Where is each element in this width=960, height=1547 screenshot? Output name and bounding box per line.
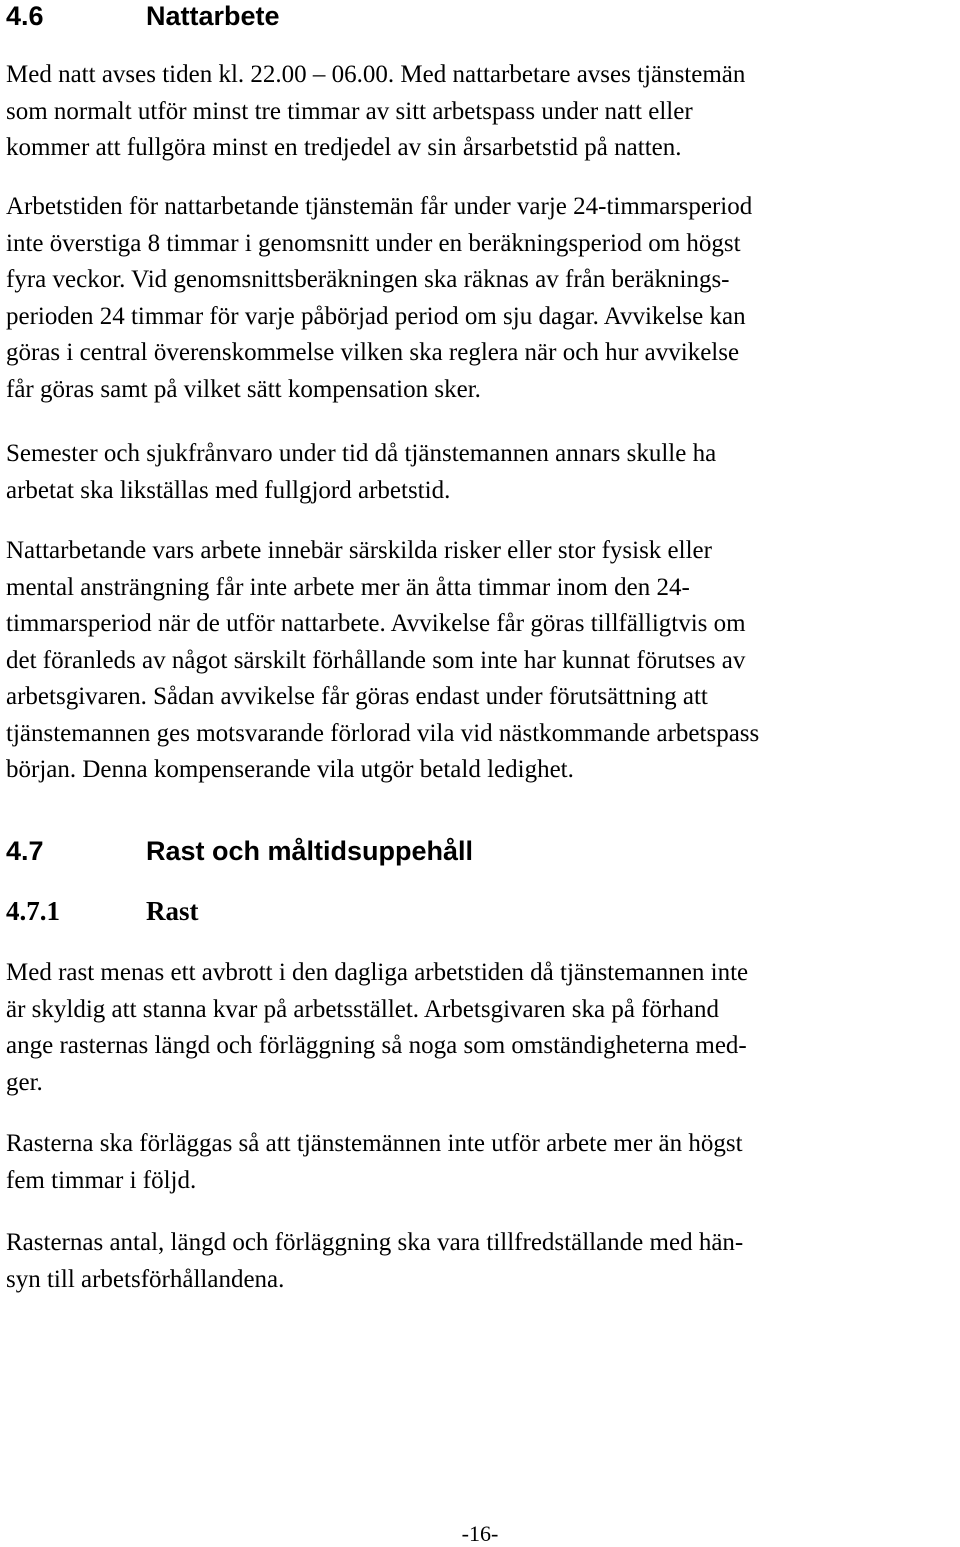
section-title: Nattarbete [146,1,280,31]
text-line: början. Denna kompenserande vila utgör betald ledighet. [6,756,574,783]
paragraph-vacation-sick-leave [6,436,716,509]
paragraph-break-count [6,1225,743,1298]
text-line: Semester och sjukfrånvaro under tid då tjänstemannen annars skulle ha [6,440,717,467]
paragraph-night-definition [6,57,745,167]
text-line: perioden 24 timmar för varje påbörjad period om sju dagar. Avvikelse kan [6,302,746,330]
text-line: timmarsperiod när de utför nattarbete. Avvikelse får göras tillfälligtvis om [6,610,746,637]
text-line: fyra veckor. Vid genomsnittsberäkningen ska räknas av från beräknings- [6,266,730,293]
text-line: arbetat ska likställas med fullgjord arbetstid. [6,476,451,504]
text-line: får göras samt på vilket sätt kompensation sker. [6,375,481,403]
section-number: 4.6 [6,1,44,31]
text-line: ger. [6,1068,43,1096]
paragraph-break-definition [6,955,748,1101]
text-line: Med natt avses tiden kl. 22.00 – 06.00. Med nattarbetare avses tjänstemän [6,61,746,88]
text-line: det föranleds av något särskilt förhållande som inte har kunnat förutses av [6,646,746,674]
page-number: -16- [461,1521,499,1546]
section-title: Rast och måltidsuppehåll [146,836,474,866]
text-line: syn till arbetsförhållandena. [6,1265,285,1293]
section-number: 4.7.1 [6,896,60,926]
text-line: kommer att fullgöra minst en tredjedel av sin årsarbetstid på natten. [6,134,682,161]
text-line: Nattarbetande vars arbete innebär särskilda risker eller stor fysisk eller [6,537,712,564]
text-line: tjänstemannen ges motsvarande förlorad vila vid nästkommande arbetspass [6,719,760,747]
text-line: Rasternas antal, längd och förläggning ska vara tillfredställande med hän- [6,1229,744,1256]
text-line: göras i central överenskommelse vilken ska reglera när och hur avvikelse [6,339,740,366]
text-line: mental ansträngning får inte arbete mer än åtta timmar inom den 24- [6,573,690,601]
text-line: som normalt utför minst tre timmar av sitt arbetspass under natt eller [6,97,693,125]
paragraph-working-hours [6,189,752,408]
text-line: fem timmar i följd. [6,1166,197,1194]
text-line: inte överstiga 8 timmar i genomsnitt under en beräkningsperiod om högst [6,229,741,257]
text-line: är skyldig att stanna kvar på arbetsstället. Arbetsgivaren ska på förhand [6,995,719,1023]
section-title: Rast [146,896,199,926]
text-line: Med rast menas ett avbrott i den dagliga arbetstiden då tjänstemannen inte [6,959,749,986]
section-number: 4.7 [6,836,44,866]
paragraph-special-risks [6,533,759,789]
text-line: ange rasternas längd och förläggning så noga som omständigheterna med- [6,1032,747,1059]
text-line: Arbetstiden för nattarbetande tjänstemän får under varje 24-timmarsperiod [6,193,753,220]
paragraph-break-scheduling [6,1126,743,1199]
text-line: arbetsgivaren. Sådan avvikelse får göras endast under förutsättning att [6,683,708,710]
text-line: Rasterna ska förläggas så att tjänstemännen inte utför arbete mer än högst [6,1130,743,1157]
